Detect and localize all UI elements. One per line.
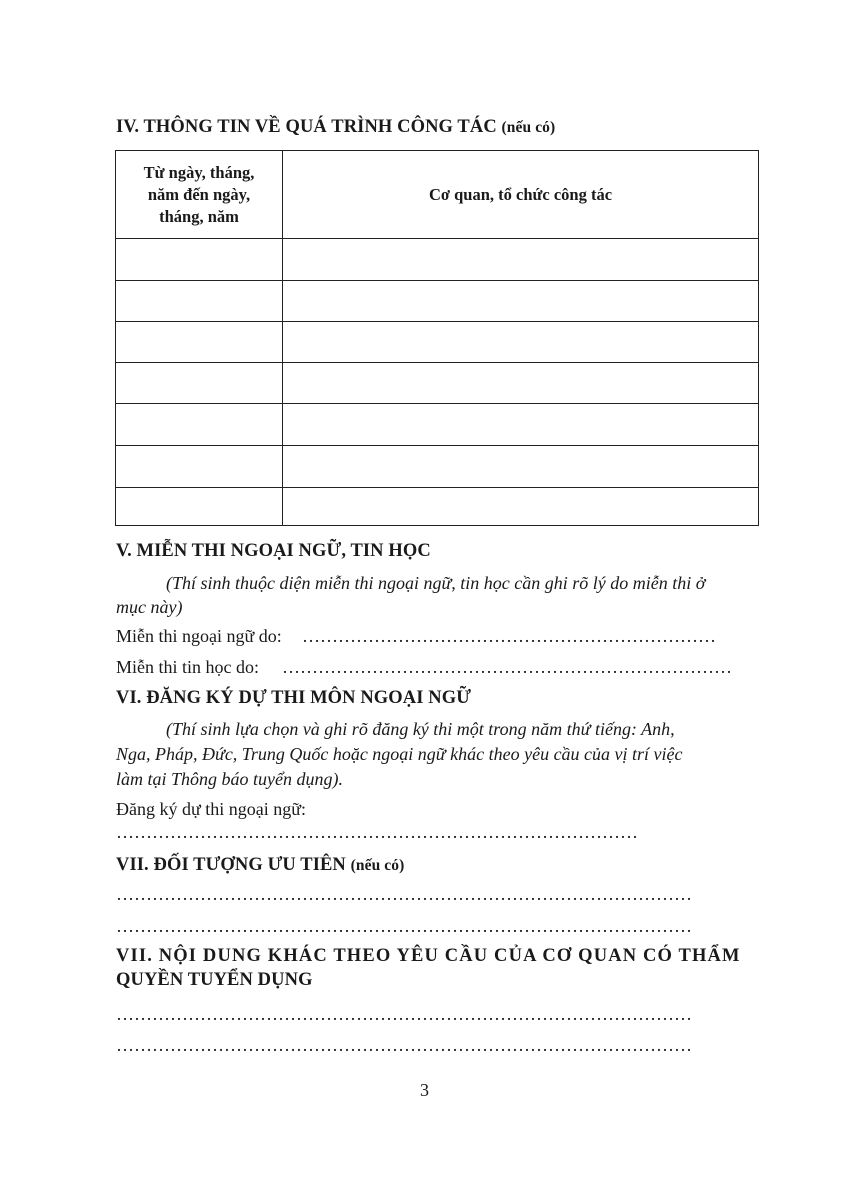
table-row[interactable] [116, 404, 758, 446]
section-6-instruction-line-3: làm tại Thông báo tuyển dụng). [116, 769, 343, 789]
section-4-title: IV. THÔNG TIN VỀ QUÁ TRÌNH CÔNG TÁC [116, 117, 497, 137]
priority-field-line-1[interactable]: …………………………………………………………………………………… [116, 884, 692, 904]
table-header-row [116, 151, 758, 239]
section-5-heading: V. MIỄN THI NGOẠI NGỮ, TIN HỌC [116, 541, 431, 561]
section-7-heading [116, 855, 404, 876]
table-row[interactable] [116, 239, 758, 281]
header-period-line-3: tháng, năm [159, 207, 239, 226]
section-6-instruction-line-1: (Thí sinh lựa chọn và ghi rõ đăng ký thi một trong năm thứ tiếng: Anh, [166, 719, 675, 739]
table-row[interactable] [116, 446, 758, 488]
informatics-exemption-label: Miễn thi tin học do: [116, 657, 259, 677]
table-row[interactable] [116, 363, 758, 404]
section-7-title: VII. ĐỐI TƯỢNG ƯU TIÊN [116, 855, 346, 875]
section-4-note: (nếu có) [501, 119, 556, 136]
other-content-field-line-2[interactable]: …………………………………………………………………………………… [116, 1035, 692, 1055]
table-column-divider [282, 151, 283, 525]
work-history-table [115, 150, 759, 526]
table-header-period [116, 151, 282, 239]
register-language-field[interactable]: …………………………………………………………………………… [116, 822, 638, 842]
section-8-heading-line-1: VII. NỘI DUNG KHÁC THEO YÊU CẦU CỦA CƠ QUAN CÓ THẨM [116, 946, 741, 966]
table-row[interactable] [116, 322, 758, 363]
priority-field-line-2[interactable]: …………………………………………………………………………………… [116, 916, 692, 936]
foreign-language-exemption-field[interactable]: …………………………………………………………… [302, 626, 716, 646]
section-6-instruction-line-2: Nga, Pháp, Đức, Trung Quốc hoặc ngoại ngữ khác theo yêu cầu của vị trí việc [116, 744, 683, 764]
section-8-heading-line-2: QUYỀN TUYỂN DỤNG [116, 970, 313, 990]
section-7-note: (nếu có) [350, 857, 405, 874]
page-number: 3 [420, 1080, 429, 1100]
section-6-heading: VI. ĐĂNG KÝ DỰ THI MÔN NGOẠI NGỮ [116, 688, 472, 708]
section-5-instruction-line-2: mục này) [116, 597, 183, 617]
register-language-label: Đăng ký dự thi ngoại ngữ: [116, 799, 306, 819]
section-5-instruction-line-1: (Thí sinh thuộc diện miễn thi ngoại ngữ, tin học cần ghi rõ lý do miễn thi ở [166, 573, 706, 593]
header-period-line-1: Từ ngày, tháng, [143, 163, 255, 182]
header-period-line-2: năm đến ngày, [147, 185, 251, 204]
section-4-heading [116, 117, 555, 138]
other-content-field-line-1[interactable]: …………………………………………………………………………………… [116, 1004, 692, 1024]
table-row[interactable] [116, 488, 758, 525]
table-row[interactable] [116, 281, 758, 322]
foreign-language-exemption-label: Miễn thi ngoại ngữ do: [116, 626, 282, 646]
informatics-exemption-field[interactable]: ………………………………………………………………… [282, 657, 732, 677]
table-header-organization: Cơ quan, tổ chức công tác [428, 185, 613, 204]
